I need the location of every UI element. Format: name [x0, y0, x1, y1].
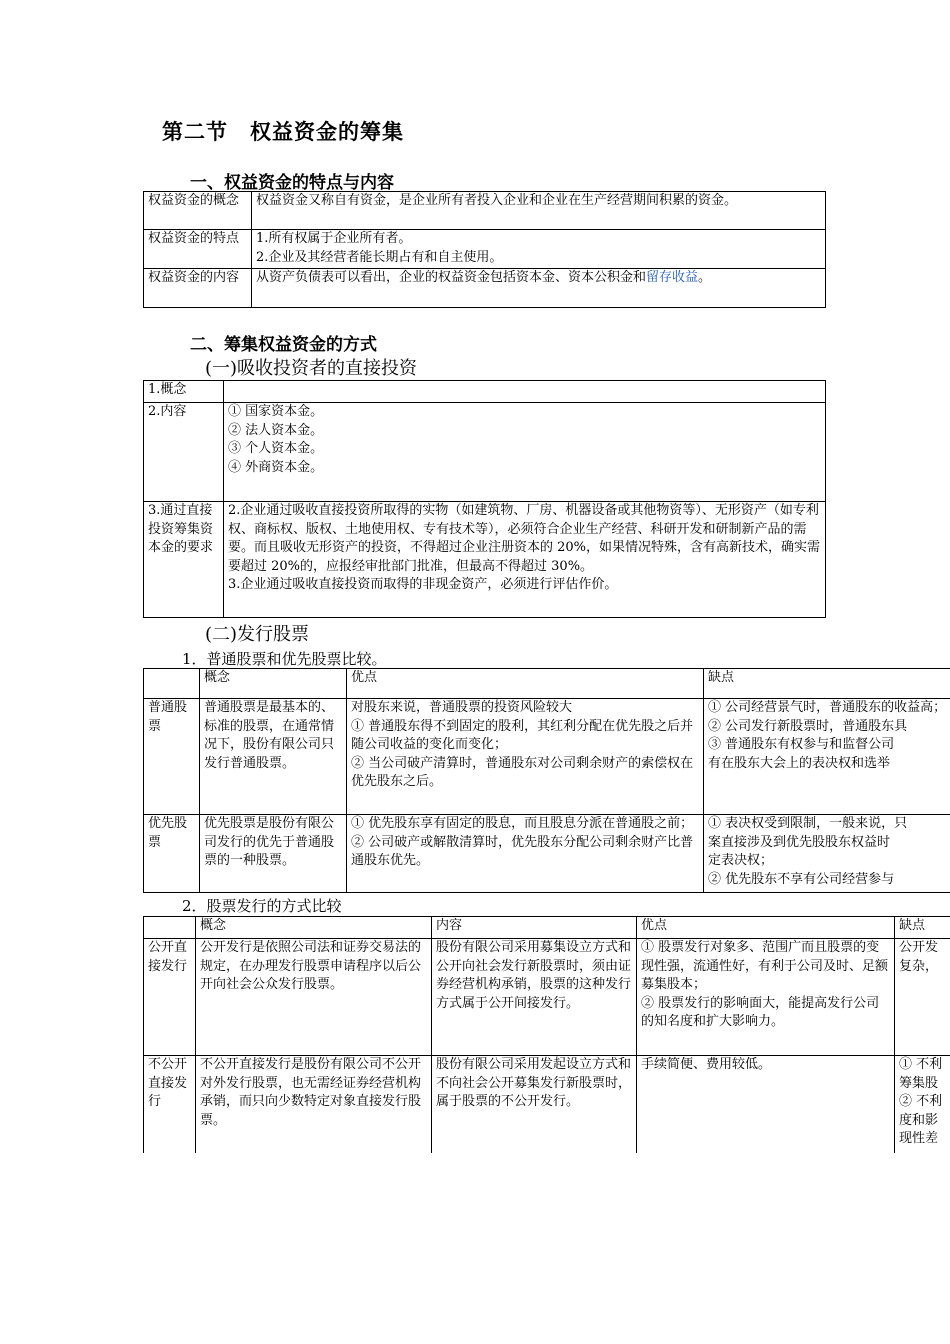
concept-cell: 优先股票是股份有限公司发行的优先于普通股票的一种股票。 [200, 815, 347, 893]
equity-features-table [143, 191, 826, 308]
pros-cell: 对股东来说，普通股票的投资风险较大 ① 普通股东得不到固定的股利，其红利分配在优先股之后并随公司收益的变化而变化； ② 当公司破产清算时，普通股东对公司剩余财产的索偿权在优先股东之后。 [347, 699, 704, 815]
table-row [144, 269, 826, 308]
header-cell [144, 669, 200, 699]
part2-heading: 二、筹集权益资金的方式 [190, 335, 377, 355]
row-label: 不公开直接发行 [144, 1056, 196, 1154]
table-row [144, 192, 826, 230]
row-label: 普通股票 [144, 699, 200, 815]
row-content: 1.所有权属于企业所有者。 2.企业及其经营者能长期占有和自主使用。 [252, 230, 826, 269]
header-cell: 概念 [200, 669, 347, 699]
sub2-heading: (二)发行股票 [205, 624, 310, 645]
content-cell: 股份有限公司采用发起设立方式和不向社会公开募集发行新股票时，属于股票的不公开发行。 [432, 1056, 637, 1154]
concept-cell: 公开发行是依照公司法和证券交易法的规定，在办理发行股票申请程序以后公开向社会公众发行股票。 [196, 939, 432, 1056]
row-label: 3.通过直接投资筹集资本金的要求 [144, 502, 224, 618]
header-cell: 内容 [432, 917, 637, 939]
row-content: ① 国家资本金。 ② 法人资本金。 ③ 个人资本金。 ④ 外商资本金。 [224, 403, 826, 502]
header-cell: 缺点 [704, 669, 950, 699]
table-row [144, 939, 950, 1056]
concept-cell: 不公开直接发行是股份有限公司不公开对外发行股票，也无需经证券经营机构承销，而只向少数特定对象直接发行股票。 [196, 1056, 432, 1154]
table-row [144, 669, 950, 699]
issuance-compare-table [143, 916, 950, 1153]
row-label: 优先股票 [144, 815, 200, 893]
item1-heading: 1．普通股票和优先股票比较。 [182, 650, 387, 668]
part1-heading: 一、权益资金的特点与内容 [190, 173, 394, 193]
table-row [144, 815, 950, 893]
cons-cell: ① 公司经营景气时，普通股东的收益高； ② 公司发行新股票时，普通股东具 ③ 普通股东有权参与和监督公司 有在股东大会上的表决权和选举 [704, 699, 950, 815]
row-label: 权益资金的概念 [144, 192, 252, 230]
pros-cell: 手续简便、费用较低。 [637, 1056, 895, 1154]
cons-cell: 公开发 复杂， [895, 939, 950, 1056]
table-row [144, 403, 826, 502]
cons-cell: ① 不利 筹集股 ② 不利 度和影 现性差 [895, 1056, 950, 1154]
concept-cell: 普通股票是最基本的、标准的股票，在通常情况下，股份有限公司只发行普通股票。 [200, 699, 347, 815]
row-content: 从资产负债表可以看出，企业的权益资金包括资本金、资本公积金和留存收益。 [252, 269, 826, 308]
table-row [144, 917, 950, 939]
content-cell: 股份有限公司采用募集设立方式和公开向社会发行新股票时，须由证券经营机构承销，股票的这种发行方式属于公开间接发行。 [432, 939, 637, 1056]
header-cell: 缺点 [895, 917, 950, 939]
header-cell: 概念 [196, 917, 432, 939]
row-label: 公开直接发行 [144, 939, 196, 1056]
section-title: 第二节 权益资金的筹集 [162, 119, 404, 144]
retained-earnings-link[interactable]: 留存收益 [646, 270, 699, 285]
item2-heading: 2．股票发行的方式比较 [182, 897, 342, 915]
direct-investment-table [143, 380, 826, 618]
row-content: 2.企业通过吸收直接投资所取得的实物（如建筑物、厂房、机器设备或其他物资等）、无形资产（如专利权、商标权、版权、土地使用权、专有技术等），必须符合企业生产经营、科研开发和研制新产品的需要。而且吸收无形资产的投资，不得超过企业注册资本的 20%，如果情况特殊，含有高新技术，确实需要超过 20%的，应报经审批部门批准，但最高不得超过 30%。 3.企业通过吸收直接投资而取得的非现金资产，必须进行评估作价。 [224, 502, 826, 618]
table-row [144, 502, 826, 618]
issuance-compare-wrapper [143, 916, 950, 1153]
table-row [144, 1056, 950, 1154]
row-label: 2.内容 [144, 403, 224, 502]
row-content [224, 381, 826, 403]
row-label: 1.概念 [144, 381, 224, 403]
table-row [144, 699, 950, 815]
header-cell: 优点 [637, 917, 895, 939]
pros-cell: ① 股票发行对象多、范围广而且股票的变现性强，流通性好，有利于公司及时、足额募集股本； ② 股票发行的影响面大，能提高发行公司的知名度和扩大影响力。 [637, 939, 895, 1056]
cons-cell: ① 表决权受到限制，一般来说，只 案直接涉及到优先股股东权益时 定表决权； ② 优先股东不享有公司经营参与 [704, 815, 950, 893]
stock-compare-table [143, 668, 950, 893]
header-cell [144, 917, 196, 939]
row-content: 权益资金又称自有资金，是企业所有者投入企业和企业在生产经营期间积累的资金。 [252, 192, 826, 230]
row-label: 权益资金的内容 [144, 269, 252, 308]
table-row [144, 381, 826, 403]
row-label: 权益资金的特点 [144, 230, 252, 269]
sub1-heading: (一)吸收投资者的直接投资 [205, 358, 418, 379]
stock-compare-wrapper [143, 668, 950, 894]
pros-cell: ① 优先股东享有固定的股息，而且股息分派在普通股之前； ② 公司破产或解散清算时，优先股东分配公司剩余财产比普通股东优先。 [347, 815, 704, 893]
header-cell: 优点 [347, 669, 704, 699]
table-row [144, 230, 826, 269]
